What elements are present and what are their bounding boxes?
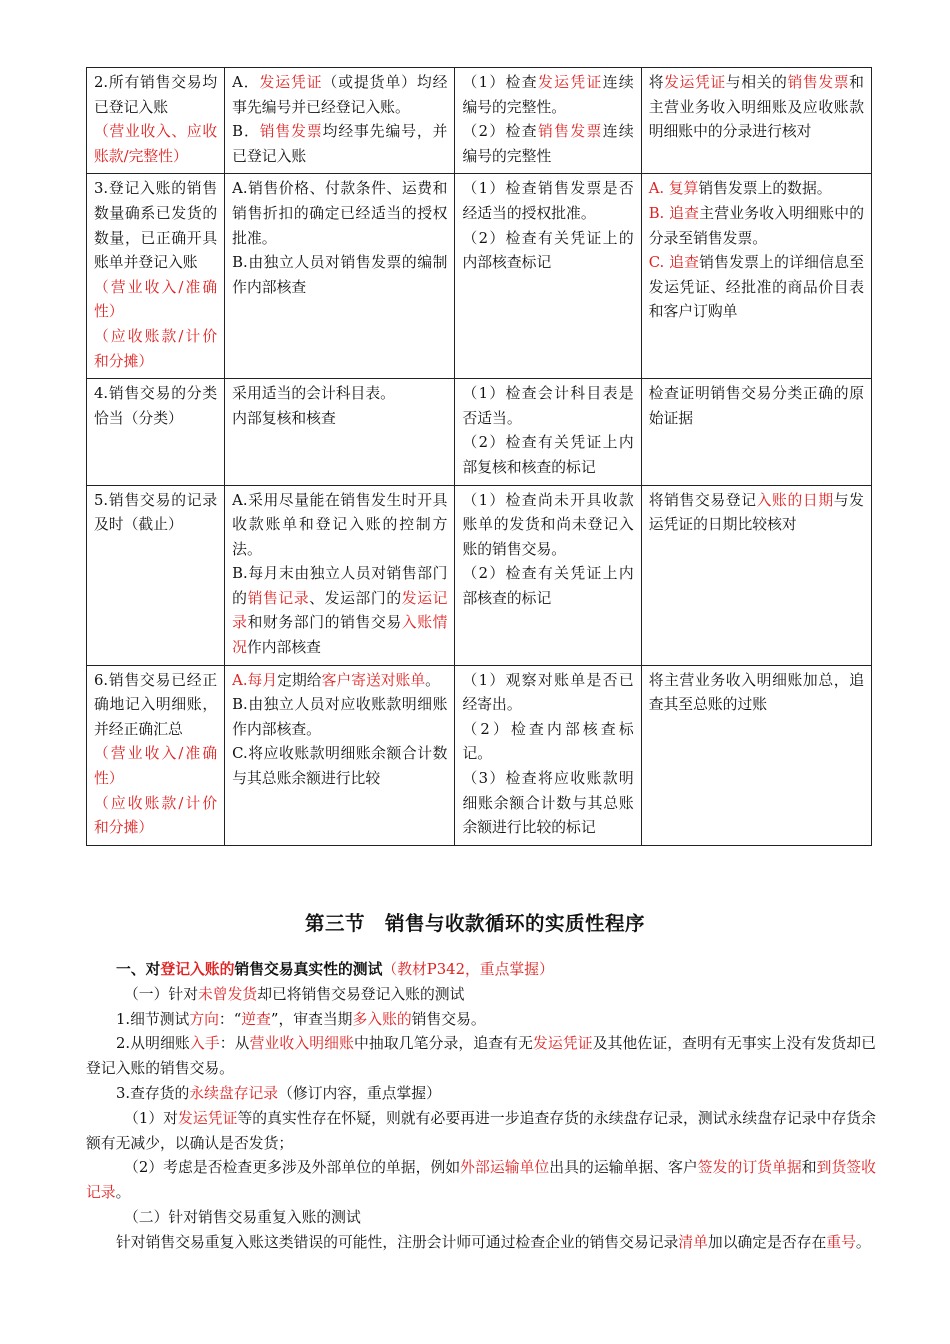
text-span: 连续编号的完整性 [462,123,634,165]
text-span: 连续编号的完整性。 [462,74,634,116]
text-span: 定期给 [277,671,322,689]
text-span: ：“ [218,1010,242,1028]
cell-line [462,718,633,767]
text-span: 均经事先编号，并已登记入账 [232,123,448,165]
text-span: 检查证明销售交易分类正确的原始证据 [648,385,864,427]
assertion-text: （应收账款/计价和分摊） [94,327,218,370]
objective-cell [87,665,225,845]
highlight-text: （教材P342，重点掌握） [382,961,554,978]
text-span: 1.细节测试 [116,1010,190,1028]
paragraph [86,1032,876,1082]
test-cell [455,665,641,845]
text-span: （1）检查会计科目表是否适当。 [462,385,634,427]
cell-line [649,382,864,431]
highlight-text: 销售发票 [537,123,603,141]
text-span: （2）检查有关凭证上的内部核查标记 [462,229,634,272]
text-span: 将销售交易登记 [648,491,757,509]
text-span: （2）检查有关凭证上内部复核和核查的标记 [462,434,634,476]
objective-text: 2.所有销售交易均已登记入账 [94,74,218,116]
control-cell [225,174,455,379]
paragraph [86,1231,876,1256]
text-span: 针对销售交易重复入账这类错误的可能性，注册会计师可通过检查企业的销售交易记录 [116,1233,679,1251]
highlight-text: 发运凭证 [537,74,603,91]
objective-text: 5.销售交易的记录及时（截止） [94,491,218,534]
objective-text: 6.销售交易已经正确地记入明细账，并经正确汇总 [94,671,218,738]
text-span: 2.从明细账 [116,1035,190,1053]
test-cell [455,68,641,174]
text-span: B． [232,123,260,141]
cell-line [462,71,633,120]
text-span: （2）检查内部核查标记。 [462,720,634,763]
assertion-text: （营业收入、应收账款/完整性） [94,123,218,165]
objective-cell [87,379,225,485]
highlight-text: 外部运输单位 [460,1159,550,1177]
table-row [87,665,872,845]
highlight-text: 客户寄送对账单 [321,671,426,689]
cell-line [462,120,633,169]
cell-line [232,177,447,251]
control-cell [225,485,455,665]
objective-text: 3.登记入账的销售数量确系已发货的数量，已正确开具账单并登记入账 [94,180,218,272]
highlight-text: 入账的日期 [756,491,834,509]
text-span: （一）针对 [124,985,198,1003]
highlight-text: 销售发票 [259,123,323,141]
highlight-text: 销售发票 [787,74,850,91]
text-span: （2）检查 [462,123,538,141]
cell-line [232,382,447,407]
highlight-text: 永续盘存记录 [189,1084,279,1102]
text-span: 与发运凭证的日期比较核对 [648,491,864,534]
substantive-cell [641,174,871,379]
assertion-text: （应收账款/计价和分摊） [94,794,218,837]
objective-text: 4.销售交易的分类恰当（分类） [94,385,218,427]
highlight-text: 发运凭证 [178,1109,238,1127]
text-span: （或提货单）均经事先编号并已经登记入账。 [232,74,448,116]
text-span: 作内部核查 [246,639,321,657]
text-span: 及其他佐证，查明有无事实上没有发货却已登记入账的销售交易。 [86,1035,876,1078]
highlight-text: 方向 [189,1010,219,1028]
highlight-text: 入账情况 [232,614,448,657]
test-cell [455,174,641,379]
objective-cell [87,485,225,665]
cell-line [462,382,633,431]
paragraph [86,1156,876,1206]
text-span: 。 [115,1184,131,1202]
text-span: 3.查存货的 [116,1084,190,1102]
substantive-cell [641,68,871,174]
control-cell [225,379,455,485]
text-span: 和财务部门的销售交易 [247,614,402,632]
substantive-cell [641,485,871,665]
test-cell [455,379,641,485]
cell-line [232,120,447,169]
table-row [87,379,872,485]
table-row [87,174,872,379]
highlight-text: 发运凭证 [664,74,726,91]
text-span: （2）考虑是否检查更多涉及外部单位的单据，例如 [124,1159,461,1177]
text-span: 将 [648,74,665,91]
text-span: B.由独立人员对应收账款明细账作内部核查。 [232,696,448,738]
text-span: 却已将销售交易登记入账的测试 [257,985,465,1003]
text-span: 将主营业务收入明细账加总，追查其至总账的过账 [648,671,864,714]
substantive-cell [641,665,871,845]
highlight-text: C. 追查 [648,254,700,272]
highlight-text: 到货签收记录 [86,1159,876,1202]
text-span: （3）检查将应收账款明细账余额合计数与其总账余额进行比较的标记 [462,770,634,837]
text-span: 、发运部门的 [309,589,402,607]
highlight-text: 发运记录 [232,589,448,632]
assertion-text: （营业收入/准确性） [94,745,218,788]
text-span: 加以确定是否存在 [707,1233,827,1251]
text-span: 与相关的 [725,74,788,91]
test-cell [455,485,641,665]
text-span: A． [232,74,260,91]
paragraph [86,1082,876,1107]
control-cell [225,68,455,174]
control-test-table [86,67,872,846]
paragraph [86,958,876,983]
cell-line [462,489,633,563]
highlight-text: 入手 [189,1035,220,1053]
substantive-cell [641,379,871,485]
cell-line [232,693,447,742]
text-span: 中抽取几笔分录，追查有无 [354,1035,534,1053]
text-span: B.每月末由独立人员对销售部门的 [232,565,448,607]
cell-line [232,71,447,120]
table-row [87,485,872,665]
text-span: 出具的运输单据、客户 [549,1159,698,1177]
control-cell [225,665,455,845]
paragraph [86,1008,876,1033]
text-span: ”，审查当期 [270,1010,353,1028]
text-span: （1）检查尚未开具收款账单的发货和尚未登记入账的销售交易。 [462,491,634,558]
highlight-text: 多入账的 [352,1010,412,1028]
highlight-text: 签发的订货单据 [697,1159,802,1177]
text-span: （修订内容，重点掌握） [278,1084,441,1102]
text-span: 销售交易真实性的测试 [234,961,383,978]
cell-line [462,431,633,480]
cell-line [232,562,447,660]
cell-line [649,251,864,325]
assertion-text: （营业收入/准确性） [94,278,218,321]
text-span: B.由独立人员对销售发票的编制作内部核查 [232,254,448,296]
highlight-text: 重号 [826,1233,856,1251]
highlight-text: 登记入账的 [160,961,235,978]
text-span: （2）检查有关凭证上内部核查的标记 [462,565,634,607]
text-span: 主营业务收入明细账中的分录至销售发票。 [648,204,864,247]
text-span: 和 [801,1159,817,1177]
text-span: （1）观察对账单是否已经寄出。 [462,671,634,714]
paragraph [86,983,876,1008]
text-span: 采用适当的会计科目表。 [232,385,395,403]
highlight-text: 营业收入明细账 [249,1035,355,1053]
cell-line [232,669,447,694]
highlight-text: A.每月 [232,671,278,689]
text-span: 销售发票上的数据。 [698,180,832,198]
text-span: A.销售价格、付款条件、运费和销售折扣的确定已经适当的授权批准。 [232,180,448,247]
cell-line [649,202,864,251]
paragraph [86,1107,876,1157]
text-span: 一、对 [116,961,161,978]
text-span: 。 [855,1233,871,1251]
text-span: 销售发票上的详细信息至发运凭证、经批准的商品价目表和客户订购单 [648,254,864,321]
cell-line [462,227,633,276]
cell-line [649,669,864,718]
highlight-text: 清单 [678,1233,708,1251]
text-span: C.将应收账款明细账余额合计数与其总账余额进行比较 [232,745,448,788]
cell-line [462,669,633,718]
cell-line [649,489,864,538]
text-span: （二）针对销售交易重复入账的测试 [124,1208,361,1226]
cell-line [649,71,864,145]
cell-line [462,767,633,841]
text-span: （1）检查 [462,74,538,91]
highlight-text: A. 复算 [648,180,699,198]
text-span: 销售交易。 [411,1010,486,1028]
highlight-text: 未曾发货 [198,985,258,1003]
table-row [87,68,872,174]
text-span: 等的真实性存在怀疑，则就有必要再进一步追查存货的永续盘存记录，测试永续盘存记录中存货余额有无减少，以确认是否发货； [86,1109,876,1152]
cell-line [232,742,447,791]
objective-cell [87,174,225,379]
highlight-text: 发运凭证 [259,74,323,91]
text-span: （1）检查销售发票是否经适当的授权批准。 [462,180,634,222]
text-span: 内部复核和核查 [232,409,336,427]
highlight-text: 销售记录 [247,589,310,607]
text-span: ：从 [219,1035,250,1053]
highlight-text: 逆查 [241,1010,271,1028]
text-span: 。 [425,671,440,689]
cell-line [232,489,447,563]
text-span: 和主营业务收入明细账及应收账款明细账中的分录进行核对 [648,74,864,141]
paragraph [86,1206,876,1231]
cell-line [462,562,633,611]
highlight-text: B. 追查 [648,204,700,222]
body-text [86,958,876,1256]
cell-line [649,177,864,202]
cell-line [462,177,633,226]
text-span: （1）对 [124,1109,179,1127]
objective-cell [87,68,225,174]
cell-line [232,407,447,432]
highlight-text: 发运凭证 [533,1035,593,1053]
cell-line [232,251,447,300]
section-title: 第三节 销售与收款循环的实质性程序 [304,912,645,935]
text-span: A.采用尽量能在销售发生时开具收款账单和登记入账的控制方法。 [232,491,448,558]
